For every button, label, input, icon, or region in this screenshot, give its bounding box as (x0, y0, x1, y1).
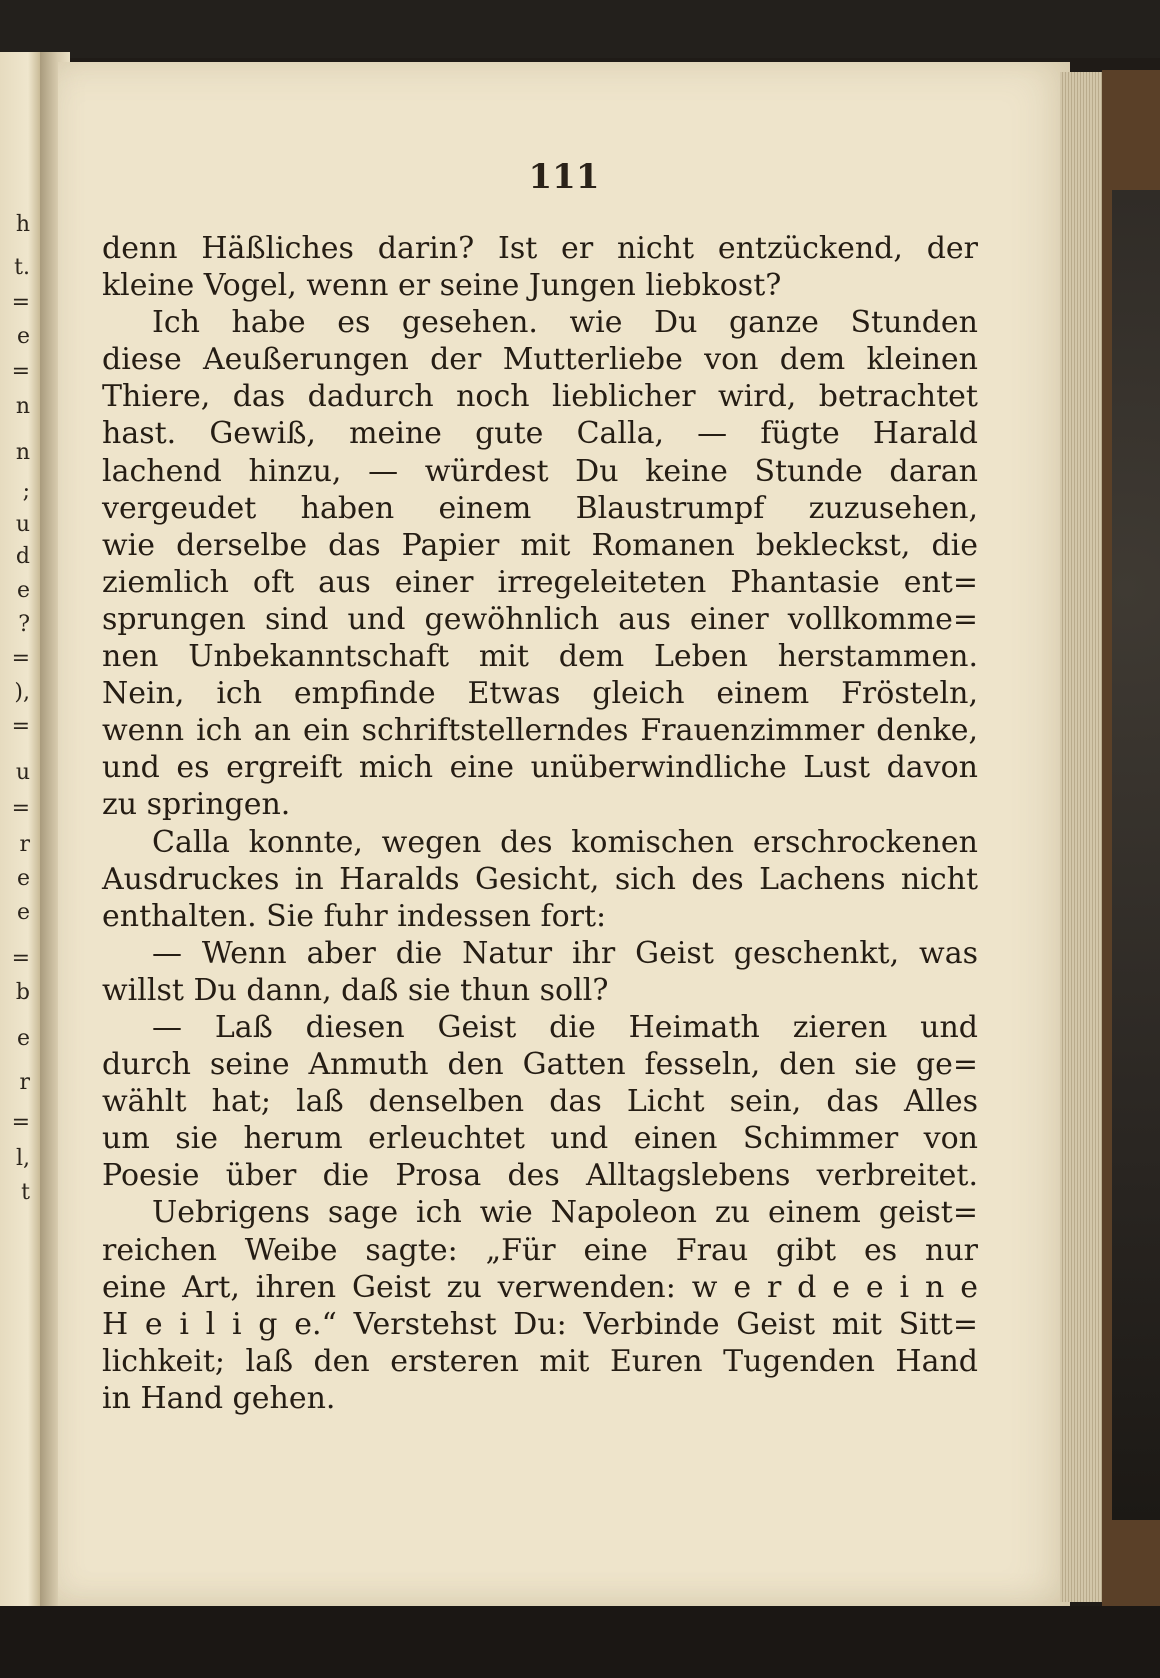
text-line: Calla konnte, wegen des komischen erschrockenen (152, 824, 978, 860)
left-page-edge-text (0, 52, 36, 1607)
book-page (58, 62, 1070, 1610)
left-edge-char: e (16, 1026, 30, 1051)
left-edge-char: ), (14, 680, 30, 705)
left-edge-char: = (11, 1110, 30, 1135)
text-line: willst Du dann, daß sie thun soll? (102, 972, 609, 1008)
text-line: vergeudet haben einem Blaustrumpf zuzusehen, (102, 490, 978, 526)
left-edge-char: l, (15, 1146, 30, 1171)
text-line: wählt hat; laß denselben das Licht sein, das Alles (102, 1084, 978, 1120)
book-cover-marbled (1112, 190, 1160, 1520)
left-edge-char: ; (22, 479, 30, 504)
text-line: durch seine Anmuth den Gatten fesseln, den sie ge= (102, 1047, 978, 1083)
book-cover-bottom (0, 1606, 1160, 1678)
text-line: diese Aeußerungen der Mutterliebe von dem kleinen (102, 342, 978, 378)
text-line: um sie herum erleuchtet und einen Schimmer von (102, 1121, 978, 1157)
left-edge-char: u (15, 512, 30, 537)
text-line: wenn ich an ein schriftstellerndes Frauenzimmer denke, (102, 713, 978, 749)
text-line: und es ergreift mich eine unüberwindliche Lust davon (102, 750, 978, 786)
left-edge-char: t (21, 1180, 30, 1205)
text-line: Thiere, das dadurch noch lieblicher wird, betrachtet (102, 379, 978, 415)
left-edge-char: = (11, 646, 30, 671)
text-line: Poesie über die Prosa des Alltagslebens verbreitet. (102, 1158, 978, 1194)
left-edge-char: = (11, 946, 30, 971)
text-line: sprungen sind und gewöhnlich aus einer vollkomme= (102, 601, 978, 637)
left-edge-char: ? (18, 612, 30, 637)
text-line: H e i l i g e.“ Verstehst Du: Verbinde Geist mit Sitt= (102, 1306, 978, 1342)
text-line: lachend hinzu, — würdest Du keine Stunde daran (102, 453, 978, 489)
text-line: — Laß diesen Geist die Heimath zieren und (152, 1009, 978, 1045)
text-line: ziemlich oft aus einer irregeleiteten Phantasie ent= (102, 564, 978, 600)
left-edge-char: r (19, 1070, 30, 1095)
left-edge-char: d (15, 544, 30, 569)
left-facing-page (0, 52, 42, 1607)
left-edge-char: t. (14, 255, 30, 280)
text-line: nen Unbekanntschaft mit dem Leben herstammen. (102, 639, 978, 675)
text-line: enthalten. Sie fuhr indessen fort: (102, 898, 607, 934)
left-edge-char: n (15, 440, 30, 465)
text-line: wie derselbe das Papier mit Romanen bekleckst, die (102, 527, 978, 563)
text-line: denn Häßliches darin? Ist er nicht entzückend, der (102, 231, 978, 266)
left-edge-char: b (15, 980, 30, 1005)
text-line: reichen Weibe sagte: „Für eine Frau gibt es nur (102, 1232, 978, 1268)
text-line: Ausdruckes in Haralds Gesicht, sich des Lachens nicht (102, 861, 978, 897)
left-edge-char: e (16, 578, 30, 603)
left-edge-char: = (11, 796, 30, 821)
text-line: hast. Gewiß, meine gute Calla, — fügte Harald (102, 416, 978, 452)
left-edge-char: e (16, 866, 30, 891)
text-line: Uebrigens sage ich wie Napoleon zu einem geist= (152, 1195, 978, 1231)
left-edge-char: h (15, 212, 30, 237)
left-edge-char: = (11, 359, 30, 384)
left-edge-char: u (15, 760, 30, 785)
text-line: zu springen. (102, 787, 291, 823)
left-edge-char: e (16, 324, 30, 349)
left-edge-char: e (16, 900, 30, 925)
left-edge-char: = (11, 290, 30, 315)
text-line: eine Art, ihren Geist zu verwenden: w e r d e e i n e (102, 1269, 978, 1305)
text-line: Ich habe es gesehen. wie Du ganze Stunden (152, 305, 978, 341)
text-line: in Hand gehen. (102, 1380, 336, 1416)
text-line: kleine Vogel, wenn er seine Jungen liebkost? (102, 268, 782, 304)
left-edge-char: n (15, 394, 30, 419)
text-line: lichkeit; laß den ersteren mit Euren Tugenden Hand (102, 1343, 978, 1379)
page-number: 111 (528, 157, 600, 197)
book-cover-top (0, 0, 1160, 58)
page-body-text (102, 230, 978, 1417)
page-block-edges (1060, 72, 1104, 1602)
left-edge-char: r (19, 832, 30, 857)
text-line: Nein, ich empfinde Etwas gleich einem Frösteln, (102, 676, 978, 712)
left-edge-char: = (11, 714, 30, 739)
text-line: — Wenn aber die Natur ihr Geist geschenkt, was (152, 935, 978, 971)
